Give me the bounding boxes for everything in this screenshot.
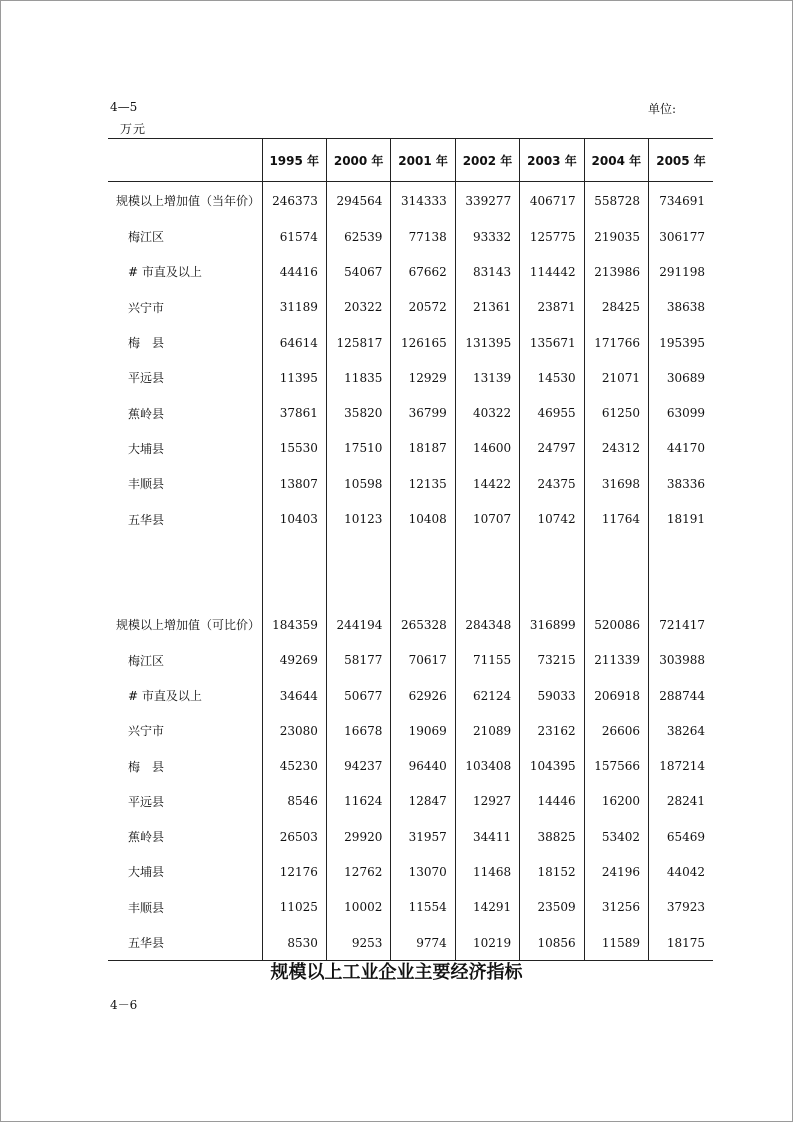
table-row <box>108 678 713 713</box>
value-cell: 9774 <box>391 925 455 961</box>
value-cell: 40322 <box>455 395 519 430</box>
table-row <box>108 854 713 889</box>
row-label: 梅江区 <box>128 230 165 245</box>
value-cell: 38336 <box>649 466 713 501</box>
row-label: 蕉岭县 <box>128 830 165 845</box>
column-header: 2003 年 <box>520 139 584 182</box>
table-row <box>108 713 713 748</box>
value-cell: 10002 <box>326 890 390 925</box>
spacer-cell <box>262 537 326 572</box>
value-cell: 187214 <box>649 748 713 783</box>
value-cell: 44042 <box>649 854 713 889</box>
spacer-cell <box>520 572 584 607</box>
value-cell: 213986 <box>584 254 648 289</box>
value-cell: 288744 <box>649 678 713 713</box>
value-cell: 246373 <box>262 182 326 220</box>
value-cell: 67662 <box>391 254 455 289</box>
row-label: 兴宁市 <box>128 724 165 739</box>
value-cell: 26606 <box>584 713 648 748</box>
value-cell: 26503 <box>262 819 326 854</box>
row-label: 兴宁市 <box>128 300 165 315</box>
value-cell: 21089 <box>455 713 519 748</box>
table-row <box>108 748 713 783</box>
value-cell: 12927 <box>455 784 519 819</box>
value-cell: 30689 <box>649 360 713 395</box>
value-cell: 8530 <box>262 925 326 961</box>
value-cell: 8546 <box>262 784 326 819</box>
row-label: 五华县 <box>128 512 165 527</box>
value-cell: 12929 <box>391 360 455 395</box>
row-label: 大埔县 <box>128 865 165 880</box>
value-cell: 23162 <box>520 713 584 748</box>
value-cell: 19069 <box>391 713 455 748</box>
value-cell: 184359 <box>262 607 326 642</box>
value-cell: 306177 <box>649 219 713 254</box>
value-cell: 24312 <box>584 431 648 466</box>
value-cell: 62926 <box>391 678 455 713</box>
value-cell: 34411 <box>455 819 519 854</box>
value-cell: 71155 <box>455 643 519 678</box>
value-cell: 12762 <box>326 854 390 889</box>
value-cell: 10219 <box>455 925 519 961</box>
value-cell: 45230 <box>262 748 326 783</box>
value-cell: 125775 <box>520 219 584 254</box>
value-cell: 21361 <box>455 290 519 325</box>
row-label: 规模以上增加值（可比价） <box>116 618 261 633</box>
value-cell: 219035 <box>584 219 648 254</box>
spacer-row <box>108 537 713 572</box>
value-cell: 11025 <box>262 890 326 925</box>
table-row <box>108 325 713 360</box>
table-row <box>108 925 713 961</box>
value-cell: 46955 <box>520 395 584 430</box>
value-cell: 18187 <box>391 431 455 466</box>
table-number: 4—5 <box>110 100 138 114</box>
spacer-row <box>108 572 713 607</box>
value-cell: 53402 <box>584 819 648 854</box>
spacer-cell <box>326 572 390 607</box>
value-cell: 73215 <box>520 643 584 678</box>
value-cell: 63099 <box>649 395 713 430</box>
spacer-cell <box>649 537 713 572</box>
value-cell: 93332 <box>455 219 519 254</box>
value-cell: 37861 <box>262 395 326 430</box>
value-cell: 18191 <box>649 501 713 536</box>
value-cell: 13807 <box>262 466 326 501</box>
value-cell: 24196 <box>584 854 648 889</box>
table-row <box>108 643 713 678</box>
value-cell: 59033 <box>520 678 584 713</box>
value-cell: 31189 <box>262 290 326 325</box>
row-label: 大埔县 <box>128 441 165 456</box>
value-cell: 195395 <box>649 325 713 360</box>
table-row <box>108 290 713 325</box>
value-cell: 9253 <box>326 925 390 961</box>
row-label: 蕉岭县 <box>128 406 165 421</box>
value-cell: 11624 <box>326 784 390 819</box>
table-row <box>108 466 713 501</box>
value-cell: 171766 <box>584 325 648 360</box>
table-row <box>108 219 713 254</box>
table-row <box>108 431 713 466</box>
table-row <box>108 784 713 819</box>
column-header: 2000 年 <box>326 139 390 182</box>
value-cell: 10598 <box>326 466 390 501</box>
value-cell: 64614 <box>262 325 326 360</box>
value-cell: 61574 <box>262 219 326 254</box>
value-cell: 114442 <box>520 254 584 289</box>
value-cell: 31256 <box>584 890 648 925</box>
value-cell: 126165 <box>391 325 455 360</box>
value-cell: 94237 <box>326 748 390 783</box>
value-cell: 13070 <box>391 854 455 889</box>
spacer-cell <box>326 537 390 572</box>
value-cell: 14530 <box>520 360 584 395</box>
column-header: 2005 年 <box>649 139 713 182</box>
spacer-cell <box>108 572 262 607</box>
spacer-cell <box>584 572 648 607</box>
value-cell: 11764 <box>584 501 648 536</box>
value-cell: 31957 <box>391 819 455 854</box>
value-cell: 16200 <box>584 784 648 819</box>
value-cell: 49269 <box>262 643 326 678</box>
value-cell: 23871 <box>520 290 584 325</box>
value-cell: 520086 <box>584 607 648 642</box>
value-cell: 34644 <box>262 678 326 713</box>
value-cell: 50677 <box>326 678 390 713</box>
row-label: 梅 县 <box>128 336 165 351</box>
value-cell: 96440 <box>391 748 455 783</box>
row-label: 梅江区 <box>128 653 165 668</box>
value-cell: 65469 <box>649 819 713 854</box>
spacer-cell <box>455 572 519 607</box>
value-cell: 70617 <box>391 643 455 678</box>
value-cell: 28241 <box>649 784 713 819</box>
spacer-cell <box>391 572 455 607</box>
value-cell: 10742 <box>520 501 584 536</box>
value-cell: 62539 <box>326 219 390 254</box>
spacer-cell <box>455 537 519 572</box>
value-cell: 125817 <box>326 325 390 360</box>
value-cell: 35820 <box>326 395 390 430</box>
value-cell: 734691 <box>649 182 713 220</box>
spacer-cell <box>520 537 584 572</box>
value-cell: 44170 <box>649 431 713 466</box>
row-label: 丰顺县 <box>128 900 165 915</box>
value-cell: 135671 <box>520 325 584 360</box>
value-cell: 15530 <box>262 431 326 466</box>
value-cell: 14446 <box>520 784 584 819</box>
value-cell: 10123 <box>326 501 390 536</box>
table-row <box>108 890 713 925</box>
row-label: # 市直及以上 <box>128 265 202 280</box>
column-header: 1995 年 <box>262 139 326 182</box>
value-cell: 21071 <box>584 360 648 395</box>
value-cell: 10856 <box>520 925 584 961</box>
next-table-number: 4－6 <box>110 998 138 1012</box>
value-cell: 36799 <box>391 395 455 430</box>
value-cell: 294564 <box>326 182 390 220</box>
value-cell: 58177 <box>326 643 390 678</box>
value-cell: 291198 <box>649 254 713 289</box>
value-cell: 12176 <box>262 854 326 889</box>
value-cell: 12135 <box>391 466 455 501</box>
value-cell: 10408 <box>391 501 455 536</box>
unit-label: 单位: <box>648 102 677 116</box>
table-row <box>108 360 713 395</box>
row-label: 梅 县 <box>128 759 165 774</box>
unit-value: 万元 <box>120 122 147 136</box>
value-cell: 11589 <box>584 925 648 961</box>
value-cell: 44416 <box>262 254 326 289</box>
row-label: 平远县 <box>128 794 165 809</box>
row-label: 五华县 <box>108 925 262 961</box>
value-cell: 28425 <box>584 290 648 325</box>
value-cell: 20572 <box>391 290 455 325</box>
value-cell: 31698 <box>584 466 648 501</box>
value-cell: 314333 <box>391 182 455 220</box>
value-cell: 303988 <box>649 643 713 678</box>
table-row <box>108 501 713 536</box>
value-cell: 17510 <box>326 431 390 466</box>
header-corner <box>108 139 262 182</box>
value-cell: 18175 <box>649 925 713 961</box>
value-cell: 244194 <box>326 607 390 642</box>
value-cell: 14422 <box>455 466 519 501</box>
data-table <box>108 138 713 961</box>
value-cell: 62124 <box>455 678 519 713</box>
value-cell: 83143 <box>455 254 519 289</box>
spacer-cell <box>391 537 455 572</box>
value-cell: 14291 <box>455 890 519 925</box>
value-cell: 13139 <box>455 360 519 395</box>
value-cell: 29920 <box>326 819 390 854</box>
column-header: 2002 年 <box>455 139 519 182</box>
value-cell: 265328 <box>391 607 455 642</box>
value-cell: 16678 <box>326 713 390 748</box>
section-title: 规模以上工业企业主要经济指标 <box>270 962 523 983</box>
spacer-cell <box>108 537 262 572</box>
value-cell: 23080 <box>262 713 326 748</box>
value-cell: 18152 <box>520 854 584 889</box>
value-cell: 11395 <box>262 360 326 395</box>
value-cell: 721417 <box>649 607 713 642</box>
table-row <box>108 182 713 220</box>
value-cell: 54067 <box>326 254 390 289</box>
value-cell: 11468 <box>455 854 519 889</box>
column-header: 2001 年 <box>391 139 455 182</box>
value-cell: 284348 <box>455 607 519 642</box>
value-cell: 211339 <box>584 643 648 678</box>
value-cell: 38638 <box>649 290 713 325</box>
value-cell: 406717 <box>520 182 584 220</box>
value-cell: 10707 <box>455 501 519 536</box>
table-row <box>108 819 713 854</box>
value-cell: 12847 <box>391 784 455 819</box>
row-label: 平远县 <box>128 371 165 386</box>
value-cell: 104395 <box>520 748 584 783</box>
value-cell: 11835 <box>326 360 390 395</box>
value-cell: 10403 <box>262 501 326 536</box>
row-label: # 市直及以上 <box>128 689 202 703</box>
value-cell: 61250 <box>584 395 648 430</box>
value-cell: 77138 <box>391 219 455 254</box>
value-cell: 206918 <box>584 678 648 713</box>
spacer-cell <box>649 572 713 607</box>
value-cell: 24797 <box>520 431 584 466</box>
column-header: 2004 年 <box>584 139 648 182</box>
table-row <box>108 395 713 430</box>
value-cell: 37923 <box>649 890 713 925</box>
value-cell: 23509 <box>520 890 584 925</box>
value-cell: 20322 <box>326 290 390 325</box>
value-cell: 38264 <box>649 713 713 748</box>
value-cell: 157566 <box>584 748 648 783</box>
header-row <box>108 139 713 182</box>
table-row <box>108 607 713 642</box>
value-cell: 131395 <box>455 325 519 360</box>
spacer-cell <box>584 537 648 572</box>
value-cell: 316899 <box>520 607 584 642</box>
value-cell: 103408 <box>455 748 519 783</box>
value-cell: 11554 <box>391 890 455 925</box>
value-cell: 558728 <box>584 182 648 220</box>
value-cell: 38825 <box>520 819 584 854</box>
spacer-cell <box>262 572 326 607</box>
row-label: 规模以上增加值（当年价） <box>116 194 261 208</box>
row-label: 丰顺县 <box>128 477 165 492</box>
value-cell: 339277 <box>455 182 519 220</box>
value-cell: 24375 <box>520 466 584 501</box>
table-body <box>108 182 713 961</box>
value-cell: 14600 <box>455 431 519 466</box>
table-row <box>108 254 713 289</box>
